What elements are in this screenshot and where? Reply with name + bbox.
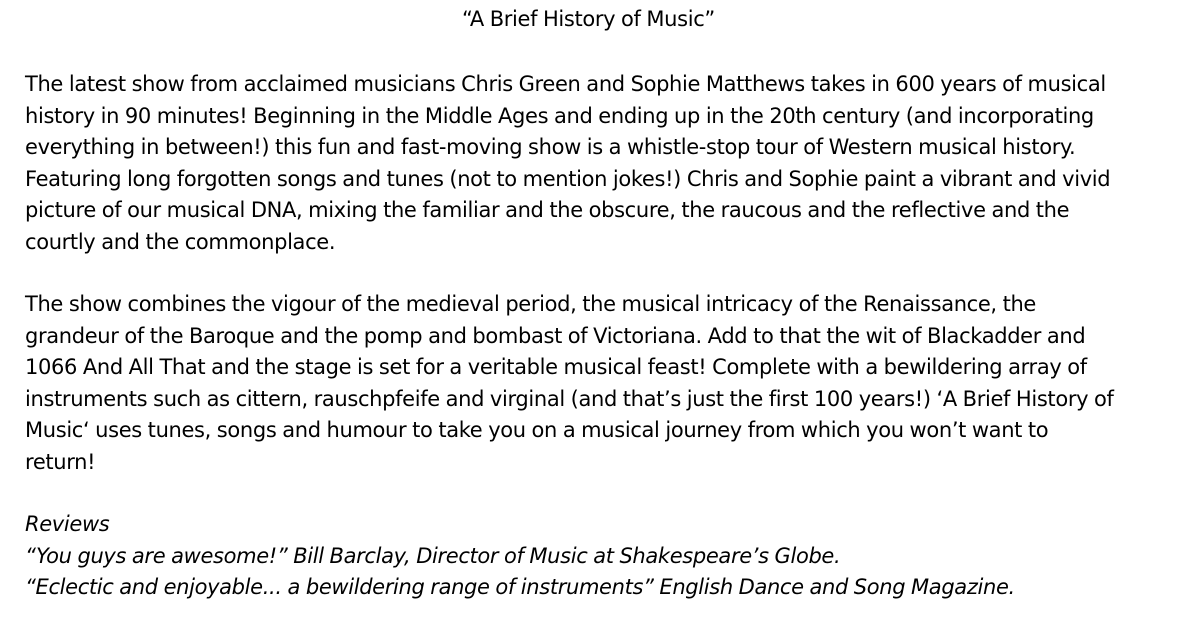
paragraph-intro — [25, 69, 1175, 258]
paragraph-line: Featuring long forgotten songs and tunes (not to mention jokes!) Chris and Sophie paint a vibrant and vivid — [25, 166, 1111, 191]
document-body — [25, 0, 1175, 604]
paragraph-line: everything in between!) this fun and fast-moving show is a whistle-stop tour of Western musical history. — [25, 135, 1076, 159]
review-quote: “Eclectic and enjoyable... a bewildering range of instruments” English Dance and Song Magazine. — [25, 575, 1015, 599]
paragraph-line: history in 90 minutes! Beginning in the Middle Ages and ending up in the 20th century (and incorporating — [25, 103, 1094, 128]
blank-line — [25, 478, 1175, 509]
paragraph-line: instruments such as cittern, rauschpfeife and virginal (and that’s just the first 100 years!) ‘A Brief History of — [25, 386, 1114, 411]
paragraph-line: 1066 And All That and the stage is set for a veritable musical feast! Complete with a bewildering array of — [25, 355, 1087, 379]
paragraph-line: picture of our musical DNA, mixing the familiar and the obscure, the raucous and the reflective and the — [25, 198, 1070, 222]
paragraph-line: Music‘ uses tunes, songs and humour to take you on a musical journey from which you won’t want to — [25, 418, 1049, 442]
paragraph-line: return! — [25, 449, 96, 474]
paragraph-line: courtly and the commonplace. — [25, 229, 336, 254]
document-title: “A Brief History of Music” — [462, 7, 715, 31]
review-quote: “You guys are awesome!” Bill Barclay, Director of Music at Shakespeare’s Globe. — [25, 543, 841, 568]
paragraph-show-details — [25, 289, 1175, 478]
paragraph-line: The show combines the vigour of the medieval period, the musical intricacy of the Renaissance, the — [25, 292, 1037, 316]
blank-line — [25, 258, 1175, 289]
paragraph-line: The latest show from acclaimed musicians Chris Green and Sophie Matthews takes in 600 years of musical — [25, 72, 1106, 96]
paragraph-line: grandeur of the Baroque and the pomp and bombast of Victoriana. Add to that the wit of Blackadder and — [25, 323, 1086, 348]
reviews-section — [25, 509, 1175, 604]
blank-line — [25, 38, 1175, 69]
reviews-heading: Reviews — [25, 512, 110, 536]
